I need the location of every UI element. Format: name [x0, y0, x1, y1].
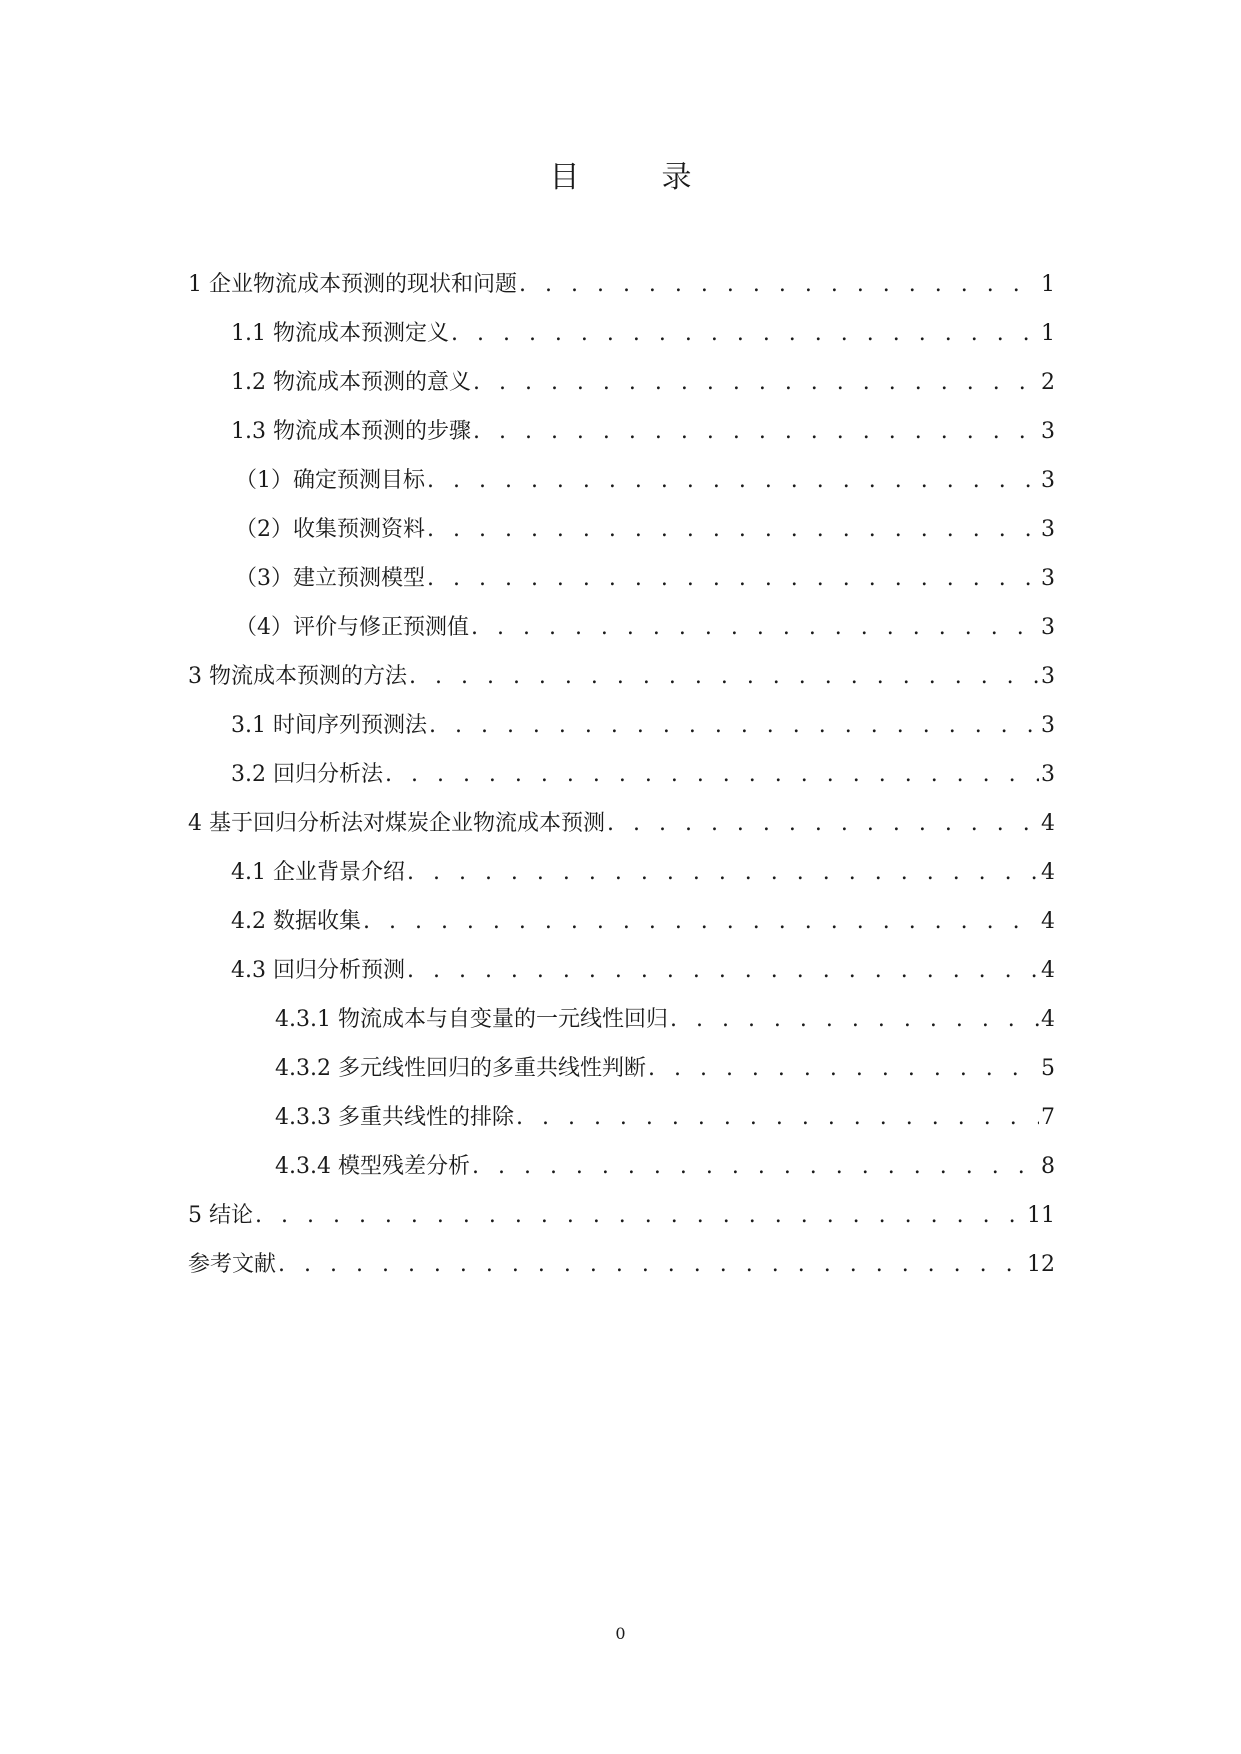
toc-leader-dots [363, 907, 1039, 937]
toc-entry-label: 1 企业物流成本预测的现状和问题 [188, 272, 517, 297]
toc-entry-label: 4 基于回归分析法对煤炭企业物流成本预测 [188, 811, 605, 836]
toc-entry-page: 1 [1041, 272, 1055, 297]
toc-leader-dots [473, 417, 1039, 447]
toc-entry-label: 3.1 时间序列预测法 [231, 713, 427, 738]
toc-entry-page: 5 [1041, 1056, 1055, 1081]
toc-entry-page: 3 [1041, 664, 1055, 689]
toc-entry [188, 1152, 1055, 1201]
toc-entry-label: 4.3 回归分析预测 [231, 958, 405, 983]
toc-entry-page: 3 [1041, 517, 1055, 542]
toc-entry [188, 1054, 1055, 1103]
toc-leader-dots [516, 1103, 1039, 1133]
toc-entry-page: 4 [1041, 1007, 1055, 1032]
toc-leader-dots [409, 662, 1039, 692]
toc-entry [188, 613, 1055, 662]
toc-entry-page: 3 [1041, 615, 1055, 640]
toc-leader-dots [429, 711, 1039, 741]
toc-leader-dots [278, 1250, 1025, 1280]
page-title: 目 录 [549, 160, 718, 195]
toc-entry [188, 1201, 1055, 1250]
toc-entry-page: 12 [1027, 1252, 1055, 1277]
toc-entry-label: 1.3 物流成本预测的步骤 [231, 419, 471, 444]
toc-entry-label: 4.3.3 多重共线性的排除 [275, 1105, 514, 1130]
toc-leader-dots [427, 466, 1039, 496]
toc-entry-page: 4 [1041, 811, 1055, 836]
toc-leader-dots [471, 613, 1039, 643]
toc-entry [188, 417, 1055, 466]
toc-entry-label: 3 物流成本预测的方法 [188, 664, 407, 689]
toc-entry-label: （2）收集预测资料 [235, 517, 425, 542]
table-of-contents [188, 270, 1055, 1299]
toc-entry [188, 368, 1055, 417]
toc-leader-dots [473, 368, 1039, 398]
toc-leader-dots [519, 270, 1039, 300]
toc-entry-label: 4.2 数据收集 [231, 909, 361, 934]
toc-entry [188, 1005, 1055, 1054]
toc-entry-page: 4 [1041, 860, 1055, 885]
toc-entry [188, 711, 1055, 760]
toc-entry-label: 4.3.1 物流成本与自变量的一元线性回归 [275, 1007, 668, 1032]
toc-entry [188, 809, 1055, 858]
toc-entry-label: 4.3.4 模型残差分析 [275, 1154, 470, 1179]
toc-entry-page: 3 [1041, 419, 1055, 444]
toc-leader-dots [427, 564, 1039, 594]
toc-entry [188, 760, 1055, 809]
toc-entry-page: 11 [1027, 1203, 1055, 1228]
toc-entry-page: 3 [1041, 762, 1055, 787]
toc-entry-page: 7 [1041, 1105, 1055, 1130]
toc-leader-dots [670, 1005, 1039, 1035]
toc-entry-page: 2 [1041, 370, 1055, 395]
toc-entry [188, 1103, 1055, 1152]
toc-entry [188, 564, 1055, 613]
toc-entry [188, 907, 1055, 956]
toc-leader-dots [255, 1201, 1025, 1231]
toc-entry-page: 4 [1041, 958, 1055, 983]
toc-entry-page: 3 [1041, 468, 1055, 493]
toc-entry [188, 466, 1055, 515]
toc-entry-page: 4 [1041, 909, 1055, 934]
toc-entry [188, 319, 1055, 368]
toc-entry [188, 956, 1055, 1005]
toc-leader-dots [407, 858, 1039, 888]
toc-entry-label: （4）评价与修正预测值 [235, 615, 469, 640]
page-number: 0 [615, 1624, 626, 1643]
toc-entry-label: 参考文献 [188, 1252, 277, 1277]
toc-leader-dots [427, 515, 1039, 545]
toc-entry-label: 5 结论 [188, 1203, 253, 1228]
toc-entry-page: 3 [1041, 566, 1055, 591]
toc-entry-label: 1.1 物流成本预测定义 [231, 321, 449, 346]
toc-entry [188, 270, 1055, 319]
toc-leader-dots [472, 1152, 1039, 1182]
toc-entry-page: 3 [1041, 713, 1055, 738]
toc-entry [188, 1250, 1055, 1299]
toc-leader-dots [648, 1054, 1039, 1084]
toc-entry-page: 1 [1041, 321, 1055, 346]
toc-entry-page: 8 [1041, 1154, 1055, 1179]
toc-leader-dots [451, 319, 1039, 349]
toc-entry-label: 4.3.2 多元线性回归的多重共线性判断 [275, 1056, 646, 1081]
toc-entry-label: 1.2 物流成本预测的意义 [231, 370, 471, 395]
toc-entry-label: 4.1 企业背景介绍 [231, 860, 405, 885]
toc-leader-dots [607, 809, 1039, 839]
toc-entry-label: （1）确定预测目标 [235, 468, 425, 493]
toc-entry-label: 3.2 回归分析法 [231, 762, 383, 787]
toc-entry-label: （3）建立预测模型 [235, 566, 425, 591]
toc-entry [188, 858, 1055, 907]
toc-leader-dots [385, 760, 1039, 790]
toc-entry [188, 662, 1055, 711]
toc-leader-dots [407, 956, 1039, 986]
toc-entry [188, 515, 1055, 564]
